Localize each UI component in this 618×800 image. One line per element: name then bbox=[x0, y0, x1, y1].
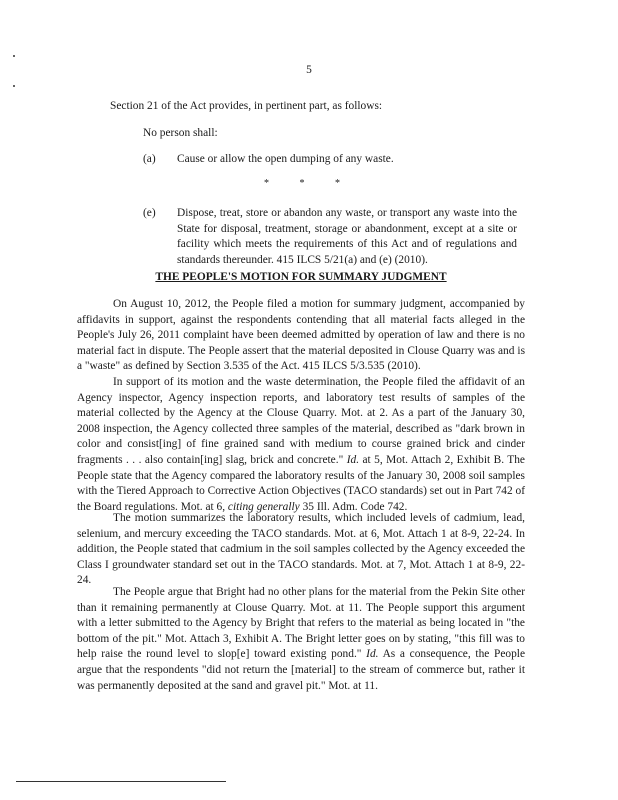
paragraph-4-text-b: As a consequence, the People argue that the respondents "did not return the [material] to the stream of commerce but, rather it was permanently deposited at the sand and gravel pit." Mot. at 11. bbox=[77, 648, 526, 692]
item-a-label: (a) bbox=[143, 153, 156, 165]
page-number: 5 bbox=[306, 64, 312, 76]
paragraph-3: The motion summarizes the laboratory results, which included levels of cadmium, lead, selenium, and mercury exceeding the TACO standards. Mot. at 6, Mot. Attach 1 at 8-9, 22-24. In addition, the People stated that cadmium in the soil samples collected by the Agency exceeded the Class I groundwater standard set out in the TACO standards. Mot. at 7, Mot. Attach 1 at 8-9, 22-24. bbox=[77, 512, 525, 587]
paragraph-2-text-c: 35 Ill. Adm. Code 742. bbox=[302, 500, 408, 513]
section-separator: * * * bbox=[264, 178, 354, 189]
section-heading: THE PEOPLE'S MOTION FOR SUMMARY JUDGMENT bbox=[155, 271, 447, 283]
paragraph-1: On August 10, 2012, the People filed a motion for summary judgment, accompanied by affidavits in support, against the respondents contending that all material facts alleged in the People's July 26, 2011 complaint have been deemed admitted by operation of law and there is no material fact in dispute. The People assert that the material deposited in Clouse Quarry was and is a "waste" as defined by Section 3.535 of the Act. 415 ILCS 5/3.535 (2010). bbox=[77, 298, 525, 373]
scan-speck bbox=[13, 55, 15, 57]
footer-rule bbox=[16, 781, 226, 782]
paragraph-2-citing: citing generally bbox=[227, 500, 300, 513]
intro-text: Section 21 of the Act provides, in pertinent part, as follows: bbox=[110, 100, 383, 112]
paragraph-2-text-a: In support of its motion and the waste determination, the People filed the affidavit of an Agency inspector, Agency inspection reports, and laboratory test results of samples of the material collected by the Agency at the Clouse Quarry. Mot. at 2. As a part of the January 30, 2008 inspection, the Agency collected three samples of the material, described as "dark brown in color and consist[ing] of fine grained sand with medium to course grained brick and cinder fragments . . . also contain[ing] slag, brick and concrete." bbox=[77, 376, 525, 466]
scan-speck bbox=[13, 85, 15, 87]
paragraph-4-text-a: The People argue that Bright had no other plans for the material from the Pekin Site other than it remaining permanently at Clouse Quarry. Mot. at 11. The People support this argument with a letter submitted to the Agency by Bright that refers to the material as being located in "the bottom of the pit." Mot. Attach 3, Exhibit A. The Bright letter goes on by stating, "this fill was to help raise the round level to slop[e] toward existing pond." bbox=[77, 586, 525, 661]
item-a-text: Cause or allow the open dumping of any waste. bbox=[177, 153, 394, 165]
paragraph-4-id-cite: Id. bbox=[366, 648, 379, 661]
item-e-text: Dispose, treat, store or abandon any waste, or transport any waste into the State for disposal, treatment, storage or abandonment, except at a site or facility which meets the requirements of this Act and of regulations and standards thereunder. 415 ILCS 5/21(a) and (e) (2010). bbox=[177, 207, 517, 266]
paragraph-2-id-cite: Id. bbox=[346, 453, 360, 466]
no-person-text: No person shall: bbox=[143, 127, 218, 139]
paragraph-2-text-b: at 5, Mot. Attach 2, Exhibit B. The People state that the Agency compared the laboratory results of the January 30, 2008 soil samples with the Tiered Approach to Corrective Action Objectives (TACO standards) set out in Part 742 of the Board regulations. Mot. at 6, bbox=[77, 453, 525, 513]
paragraph-4 bbox=[77, 585, 525, 694]
paragraph-2 bbox=[77, 375, 525, 515]
item-e-label: (e) bbox=[143, 207, 156, 219]
